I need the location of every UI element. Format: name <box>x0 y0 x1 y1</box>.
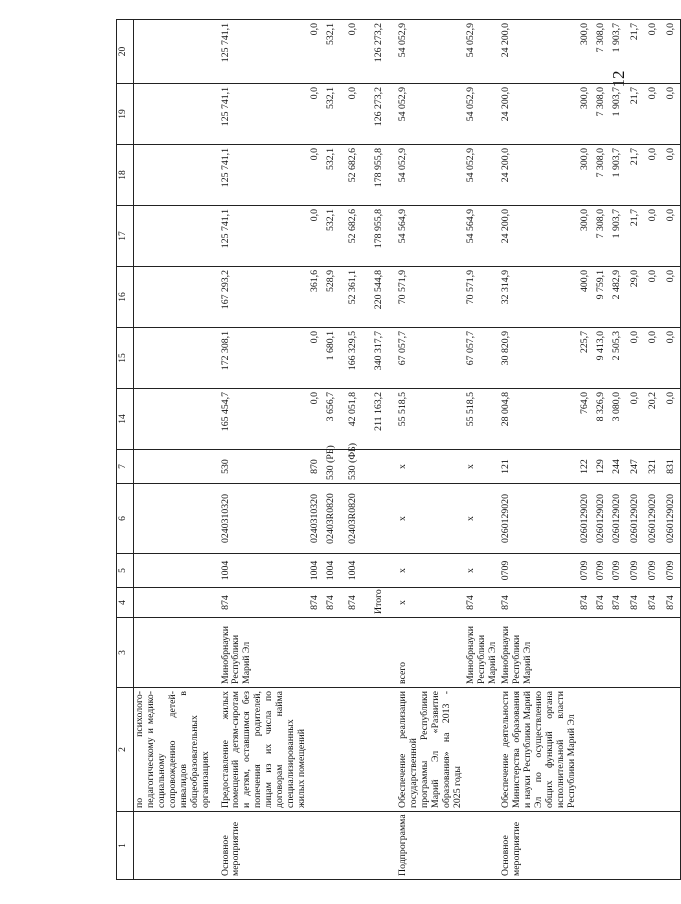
table-cell-col-20: 7 308,0 <box>595 20 611 84</box>
table-cell-col-19: 24 200,0 <box>500 84 579 145</box>
table-cell-col-15: 9 413,0 <box>595 328 611 389</box>
table-cell-col-18: 7 308,0 <box>595 145 611 206</box>
table-cell-col-19: 54 052,9 <box>397 84 465 145</box>
table-cell-col-15: 0,0 <box>647 328 665 389</box>
table-cell-col-5: 1004 <box>347 554 373 588</box>
table-cell-col-1 <box>595 812 611 880</box>
header-col-15: 15 <box>117 328 134 389</box>
table-cell-col-6: 0260129020 <box>629 484 647 554</box>
table-cell-col-16: 32 314,9 <box>500 267 579 328</box>
table-cell-col-5: 0709 <box>629 554 647 588</box>
table-cell-col-3: Минобрнауки Республики Марий Эл <box>220 618 310 688</box>
table-cell-col-14: 55 518,5 <box>465 389 500 450</box>
table-cell-col-14: 0,0 <box>309 389 325 450</box>
table-cell-col-1 <box>611 812 629 880</box>
table-cell-col-2 <box>325 688 347 812</box>
table-cell-col-7: 247 <box>629 450 647 484</box>
table-row <box>500 20 579 880</box>
table-cell-col-19: 0,0 <box>647 84 665 145</box>
table-cell-col-3: Минобрнауки Республики Марий Эл <box>465 618 500 688</box>
table-cell-col-3 <box>373 618 397 688</box>
table-cell-col-15: 172 308,1 <box>220 328 310 389</box>
table-cell-col-7: 530 (ФБ) <box>347 450 373 484</box>
table-cell-col-20: 125 741,1 <box>220 20 310 84</box>
table-cell-col-19: 0,0 <box>665 84 681 145</box>
table-cell-col-16: 361,6 <box>309 267 325 328</box>
table-cell-col-17: 7 308,0 <box>595 206 611 267</box>
table-row <box>220 20 310 880</box>
table-cell-col-5: 1004 <box>309 554 325 588</box>
table-cell-col-17: 178 955,8 <box>373 206 397 267</box>
table-cell-col-15: 67 057,7 <box>397 328 465 389</box>
table-cell-col-4: 874 <box>629 588 647 618</box>
budget-table-rotated <box>116 20 676 880</box>
table-cell-col-1: Основное мероприятие <box>220 812 310 880</box>
table-cell-col-20: 532,1 <box>325 20 347 84</box>
table-cell-col-18 <box>134 145 220 206</box>
table-cell-col-20: 0,0 <box>347 20 373 84</box>
table-cell-col-1 <box>347 812 373 880</box>
table-row <box>134 20 220 880</box>
table-cell-col-5 <box>373 554 397 588</box>
table-cell-col-19: 7 308,0 <box>595 84 611 145</box>
table-cell-col-18: 532,1 <box>325 145 347 206</box>
table-cell-col-4: 874 <box>325 588 347 618</box>
table-cell-col-7: 530 <box>220 450 310 484</box>
table-cell-col-7: х <box>397 450 465 484</box>
table-cell-col-7: 870 <box>309 450 325 484</box>
table-cell-col-2 <box>309 688 325 812</box>
table-body <box>134 20 681 880</box>
table-cell-col-1 <box>309 812 325 880</box>
table-cell-col-14: 8 326,9 <box>595 389 611 450</box>
table-cell-col-14: 3 656,7 <box>325 389 347 450</box>
table-cell-col-18: 125 741,1 <box>220 145 310 206</box>
table-cell-col-20: 24 200,0 <box>500 20 579 84</box>
table-cell-col-7 <box>134 450 220 484</box>
table-cell-col-6: 02403R0820 <box>325 484 347 554</box>
table-cell-col-14: 0,0 <box>629 389 647 450</box>
table-cell-col-4 <box>134 588 220 618</box>
budget-table <box>116 19 681 880</box>
table-cell-col-5 <box>134 554 220 588</box>
table-cell-col-18: 52 682,6 <box>347 145 373 206</box>
table-cell-col-18: 24 200,0 <box>500 145 579 206</box>
table-cell-col-4: 874 <box>595 588 611 618</box>
table-cell-col-15: 225,7 <box>579 328 595 389</box>
table-cell-col-4: 874 <box>500 588 579 618</box>
table-cell-col-20: 54 052,9 <box>465 20 500 84</box>
table-cell-col-5: 0709 <box>595 554 611 588</box>
table-cell-col-14: 3 080,0 <box>611 389 629 450</box>
table-cell-col-17: 0,0 <box>647 206 665 267</box>
table-cell-col-19: 1 903,7 <box>611 84 629 145</box>
header-col-5: 5 <box>117 554 134 588</box>
table-cell-col-18: 178 955,8 <box>373 145 397 206</box>
table-cell-col-3 <box>665 618 681 688</box>
table-row <box>611 20 629 880</box>
table-cell-col-16: 220 544,8 <box>373 267 397 328</box>
table-cell-col-20 <box>134 20 220 84</box>
table-cell-col-6: 0240310320 <box>220 484 310 554</box>
table-cell-col-6: 0260129020 <box>579 484 595 554</box>
table-row <box>665 20 681 880</box>
table-cell-col-7: 129 <box>595 450 611 484</box>
table-cell-col-4: 874 <box>647 588 665 618</box>
table-cell-col-2 <box>347 688 373 812</box>
table-cell-col-16: 0,0 <box>647 267 665 328</box>
table-cell-col-17: 125 741,1 <box>220 206 310 267</box>
table-cell-col-14: 28 004,8 <box>500 389 579 450</box>
table-cell-col-6 <box>134 484 220 554</box>
table-cell-col-2: Обеспечение реализации государственной программы Республики Марий Эл «Развитие образования» на 2013 - 2025 годы <box>397 688 465 812</box>
table-cell-col-15 <box>134 328 220 389</box>
table-cell-col-5: х <box>397 554 465 588</box>
table-cell-col-3 <box>629 618 647 688</box>
table-cell-col-2 <box>579 688 595 812</box>
table-cell-col-15: 166 329,5 <box>347 328 373 389</box>
table-cell-col-18: 21,7 <box>629 145 647 206</box>
table-cell-col-20: 0,0 <box>665 20 681 84</box>
header-col-19: 19 <box>117 84 134 145</box>
table-cell-col-18: 0,0 <box>647 145 665 206</box>
table-cell-col-4: 874 <box>665 588 681 618</box>
table-cell-col-15: 0,0 <box>665 328 681 389</box>
table-cell-col-1 <box>579 812 595 880</box>
table-cell-col-17: 54 564,9 <box>397 206 465 267</box>
table-cell-col-16: 400,0 <box>579 267 595 328</box>
table-row <box>397 20 465 880</box>
table-cell-col-19: 300,0 <box>579 84 595 145</box>
table-cell-col-15: 2 505,3 <box>611 328 629 389</box>
table-cell-col-2: Предоставление жилых помещений детям-сиротам и детям, оставшимся без попечения родителей, лицам из их числа по договорам найма специализированных жилых помещений <box>220 688 310 812</box>
table-cell-col-6: 0260129020 <box>611 484 629 554</box>
header-col-4: 4 <box>117 588 134 618</box>
table-cell-col-14 <box>134 389 220 450</box>
table-cell-col-5: 0709 <box>647 554 665 588</box>
page-number: 12 <box>609 70 628 88</box>
table-cell-col-1 <box>134 812 220 880</box>
table-cell-col-14: 0,0 <box>665 389 681 450</box>
table-cell-col-16: 70 571,9 <box>465 267 500 328</box>
table-cell-col-20: 126 273,2 <box>373 20 397 84</box>
table-cell-col-2 <box>629 688 647 812</box>
table-cell-col-1 <box>665 812 681 880</box>
table-cell-col-5: х <box>465 554 500 588</box>
table-cell-col-15: 0,0 <box>629 328 647 389</box>
table-cell-col-16: 52 361,1 <box>347 267 373 328</box>
table-cell-col-5: 1004 <box>325 554 347 588</box>
table-cell-col-1: Подпрограмма <box>397 812 465 880</box>
table-cell-col-16: 29,0 <box>629 267 647 328</box>
table-cell-col-19: 21,7 <box>629 84 647 145</box>
header-col-17: 17 <box>117 206 134 267</box>
table-cell-col-1 <box>325 812 347 880</box>
table-cell-col-14: 165 454,7 <box>220 389 310 450</box>
table-cell-col-6 <box>373 484 397 554</box>
table-row <box>373 20 397 880</box>
table-cell-col-5: 0709 <box>665 554 681 588</box>
table-cell-col-18: 0,0 <box>309 145 325 206</box>
table-row <box>325 20 347 880</box>
table-cell-col-5: 1004 <box>220 554 310 588</box>
table-row <box>465 20 500 880</box>
table-cell-col-5: 0709 <box>579 554 595 588</box>
header-col-3: 3 <box>117 618 134 688</box>
table-cell-col-18: 54 052,9 <box>465 145 500 206</box>
table-cell-col-17: 24 200,0 <box>500 206 579 267</box>
table-cell-col-3 <box>647 618 665 688</box>
header-col-2: 2 <box>117 688 134 812</box>
table-cell-col-15: 340 317,7 <box>373 328 397 389</box>
table-cell-col-14: 55 518,5 <box>397 389 465 450</box>
table-cell-col-20: 21,7 <box>629 20 647 84</box>
table-cell-col-19: 0,0 <box>347 84 373 145</box>
table-row <box>647 20 665 880</box>
table-row <box>347 20 373 880</box>
table-cell-col-6: 0260129020 <box>595 484 611 554</box>
table-cell-col-18: 0,0 <box>665 145 681 206</box>
header-col-14: 14 <box>117 389 134 450</box>
table-row <box>595 20 611 880</box>
table-cell-col-3 <box>325 618 347 688</box>
table-row <box>579 20 595 880</box>
table-cell-col-4: 874 <box>220 588 310 618</box>
table-cell-col-18: 300,0 <box>579 145 595 206</box>
table-cell-col-16 <box>134 267 220 328</box>
table-cell-col-2 <box>465 688 500 812</box>
table-cell-col-4: х <box>397 588 465 618</box>
table-cell-col-19 <box>134 84 220 145</box>
table-cell-col-5: 0709 <box>611 554 629 588</box>
table-cell-col-3: всего <box>397 618 465 688</box>
table-row <box>309 20 325 880</box>
table-cell-col-16: 528,9 <box>325 267 347 328</box>
table-cell-col-19: 125 741,1 <box>220 84 310 145</box>
table-cell-col-3 <box>595 618 611 688</box>
table-cell-col-17: 0,0 <box>665 206 681 267</box>
table-cell-col-7: 321 <box>647 450 665 484</box>
table-cell-col-1 <box>629 812 647 880</box>
table-cell-col-20: 54 052,9 <box>397 20 465 84</box>
table-cell-col-6: 0260129020 <box>647 484 665 554</box>
table-cell-col-1 <box>465 812 500 880</box>
table-cell-col-2: Обеспечение деятельности Министерства образования и науки Республики Марий Эл по осуществлению общих функций органа исполнительной власти Республики Марий Эл <box>500 688 579 812</box>
table-cell-col-4: 874 <box>611 588 629 618</box>
table-cell-col-6: 0240310320 <box>309 484 325 554</box>
table-cell-col-15: 30 820,9 <box>500 328 579 389</box>
header-col-6: 6 <box>117 484 134 554</box>
table-cell-col-2 <box>611 688 629 812</box>
table-cell-col-1 <box>647 812 665 880</box>
table-cell-col-20: 300,0 <box>579 20 595 84</box>
table-cell-col-16: 2 482,9 <box>611 267 629 328</box>
table-cell-col-3 <box>347 618 373 688</box>
table-cell-col-4: 874 <box>579 588 595 618</box>
table-cell-col-17: 21,7 <box>629 206 647 267</box>
table-cell-col-14: 20,2 <box>647 389 665 450</box>
table-cell-col-15: 0,0 <box>309 328 325 389</box>
table-cell-col-3 <box>309 618 325 688</box>
table-cell-col-20: 0,0 <box>309 20 325 84</box>
table-cell-col-4: 874 <box>465 588 500 618</box>
table-cell-col-2 <box>373 688 397 812</box>
table-cell-col-3 <box>134 618 220 688</box>
table-cell-col-6: 0260129020 <box>500 484 579 554</box>
table-cell-col-18: 1 903,7 <box>611 145 629 206</box>
header-col-7: 7 <box>117 450 134 484</box>
table-cell-col-6: 0260129020 <box>665 484 681 554</box>
table-cell-col-16: 0,0 <box>665 267 681 328</box>
table-cell-col-7: х <box>465 450 500 484</box>
table-cell-col-4: 874 <box>309 588 325 618</box>
table-cell-col-7: 530 (РБ) <box>325 450 347 484</box>
header-col-18: 18 <box>117 145 134 206</box>
table-cell-col-19: 0,0 <box>309 84 325 145</box>
table-cell-col-6: 02403R0820 <box>347 484 373 554</box>
table-cell-col-17 <box>134 206 220 267</box>
table-cell-col-7: 121 <box>500 450 579 484</box>
table-header <box>117 20 134 880</box>
table-cell-col-2 <box>665 688 681 812</box>
table-cell-col-17: 1 903,7 <box>611 206 629 267</box>
table-cell-col-19: 532,1 <box>325 84 347 145</box>
table-cell-col-19: 126 273,2 <box>373 84 397 145</box>
table-cell-col-1: Основное мероприятие <box>500 812 579 880</box>
table-row <box>629 20 647 880</box>
table-cell-col-2 <box>595 688 611 812</box>
table-cell-col-17: 54 564,9 <box>465 206 500 267</box>
table-cell-col-7: 831 <box>665 450 681 484</box>
table-cell-col-19: 54 052,9 <box>465 84 500 145</box>
table-cell-col-4: Итого <box>373 588 397 618</box>
table-cell-col-16: 9 759,1 <box>595 267 611 328</box>
table-cell-col-15: 1 680,1 <box>325 328 347 389</box>
table-cell-col-5: 0709 <box>500 554 579 588</box>
header-col-16: 16 <box>117 267 134 328</box>
table-cell-col-7: 244 <box>611 450 629 484</box>
table-cell-col-16: 167 293,2 <box>220 267 310 328</box>
table-cell-col-17: 52 682,6 <box>347 206 373 267</box>
table-cell-col-2 <box>647 688 665 812</box>
table-cell-col-7 <box>373 450 397 484</box>
table-cell-col-6: х <box>465 484 500 554</box>
table-cell-col-20: 0,0 <box>647 20 665 84</box>
table-cell-col-17: 532,1 <box>325 206 347 267</box>
table-cell-col-7: 122 <box>579 450 595 484</box>
table-cell-col-4: 874 <box>347 588 373 618</box>
table-cell-col-6: х <box>397 484 465 554</box>
header-col-1: 1 <box>117 812 134 880</box>
table-cell-col-1 <box>373 812 397 880</box>
table-cell-col-3 <box>579 618 595 688</box>
table-cell-col-20: 1 903,7 <box>611 20 629 84</box>
header-col-20: 20 <box>117 20 134 84</box>
table-cell-col-14: 211 163,2 <box>373 389 397 450</box>
table-cell-col-17: 0,0 <box>309 206 325 267</box>
table-cell-col-17: 300,0 <box>579 206 595 267</box>
table-cell-col-16: 70 571,9 <box>397 267 465 328</box>
table-cell-col-14: 42 051,8 <box>347 389 373 450</box>
table-cell-col-14: 764,0 <box>579 389 595 450</box>
table-cell-col-15: 67 057,7 <box>465 328 500 389</box>
table-cell-col-18: 54 052,9 <box>397 145 465 206</box>
table-cell-col-2: по психолого-педагогическому и медико-социальному сопровождению детей-инвалидов в общеобразовательных организациях <box>134 688 220 812</box>
table-cell-col-3 <box>611 618 629 688</box>
table-cell-col-3: Минобрнауки Республики Марий Эл <box>500 618 579 688</box>
